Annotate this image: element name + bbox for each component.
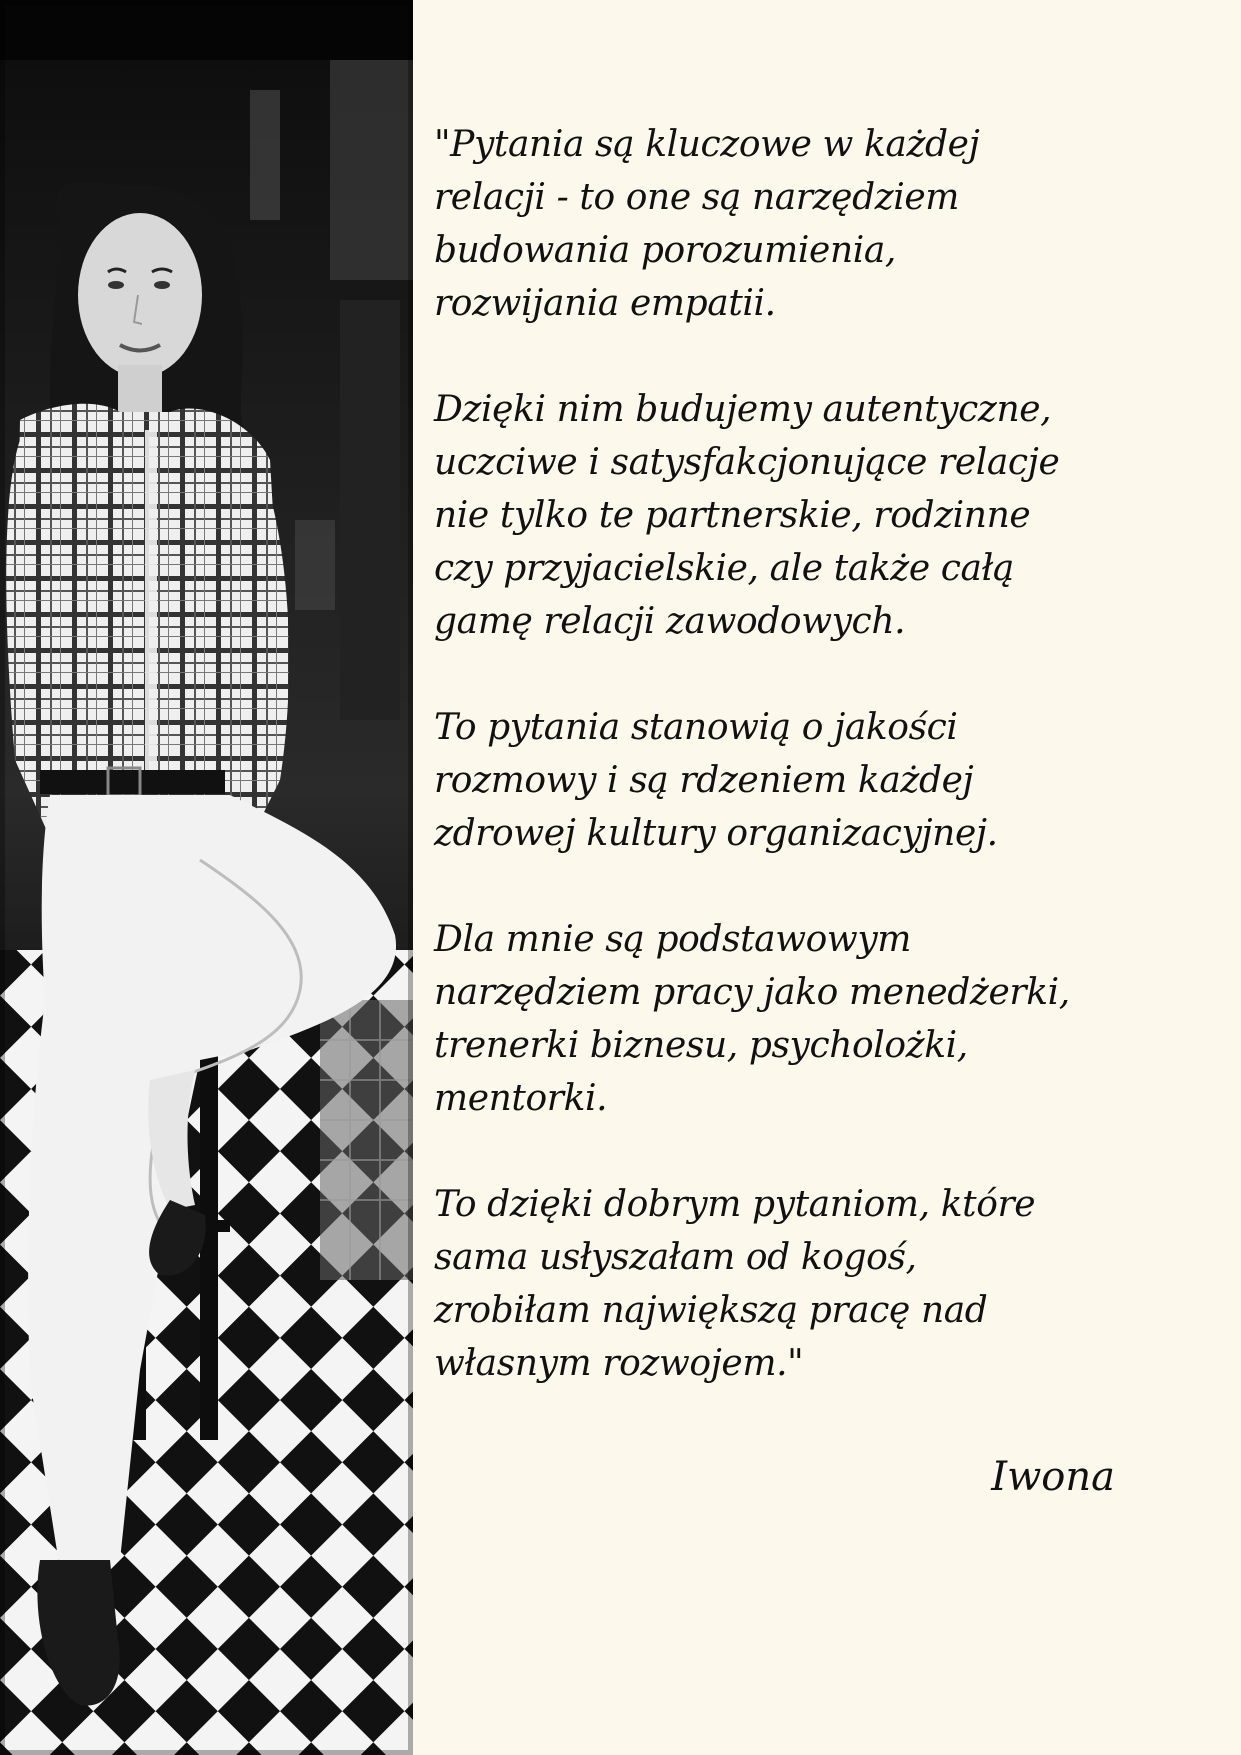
quote-line: sama usłyszałam od kogoś,	[434, 1237, 917, 1278]
quote-line: To pytania stanowią o jakości	[434, 707, 958, 748]
quote-paragraph	[434, 383, 1234, 648]
quote-paragraph	[434, 701, 1234, 860]
portrait-photo	[0, 0, 413, 1755]
quote-paragraph	[434, 118, 1234, 330]
portrait-illustration	[0, 0, 413, 1755]
quote-line: To dzięki dobrym pytaniom, które	[434, 1184, 1036, 1225]
quote-line: nie tylko te partnerskie, rodzinne	[434, 495, 1031, 536]
quote-paragraph	[434, 1178, 1234, 1390]
quote-line: rozwijania empatii.	[434, 283, 776, 324]
quote-line: gamę relacji zawodowych.	[434, 601, 906, 642]
quote-line: mentorki.	[434, 1078, 608, 1119]
belt	[40, 770, 225, 794]
quote-line: trenerki biznesu, psycholożki,	[434, 1025, 968, 1066]
basket	[320, 1000, 413, 1280]
quote-line: "Pytania są kluczowe w każdej	[434, 124, 980, 165]
quote-line: Dla mnie są podstawowym	[434, 919, 911, 960]
quote-line: narzędziem pracy jako menedżerki,	[434, 972, 1070, 1013]
quote-line: rozmowy i są rdzeniem każdej	[434, 760, 974, 801]
quote-panel	[413, 0, 1241, 1755]
quote-line: budowania porozumienia,	[434, 230, 896, 271]
quote-paragraph	[434, 913, 1234, 1125]
quote-line: relacji - to one są narzędziem	[434, 177, 960, 218]
quote-line: własnym rozwojem."	[434, 1343, 804, 1384]
quote-text	[434, 118, 1234, 1443]
signature: Iwona	[991, 1454, 1115, 1500]
quote-line: zrobiłam największą pracę nad	[434, 1290, 988, 1331]
quote-line: Dzięki nim budujemy autentyczne,	[434, 389, 1052, 430]
quote-line: czy przyjacielskie, ale także całą	[434, 548, 1014, 589]
quote-line: zdrowej kultury organizacyjnej.	[434, 813, 998, 854]
quote-line: uczciwe i satysfakcjonujące relacje	[434, 442, 1060, 483]
